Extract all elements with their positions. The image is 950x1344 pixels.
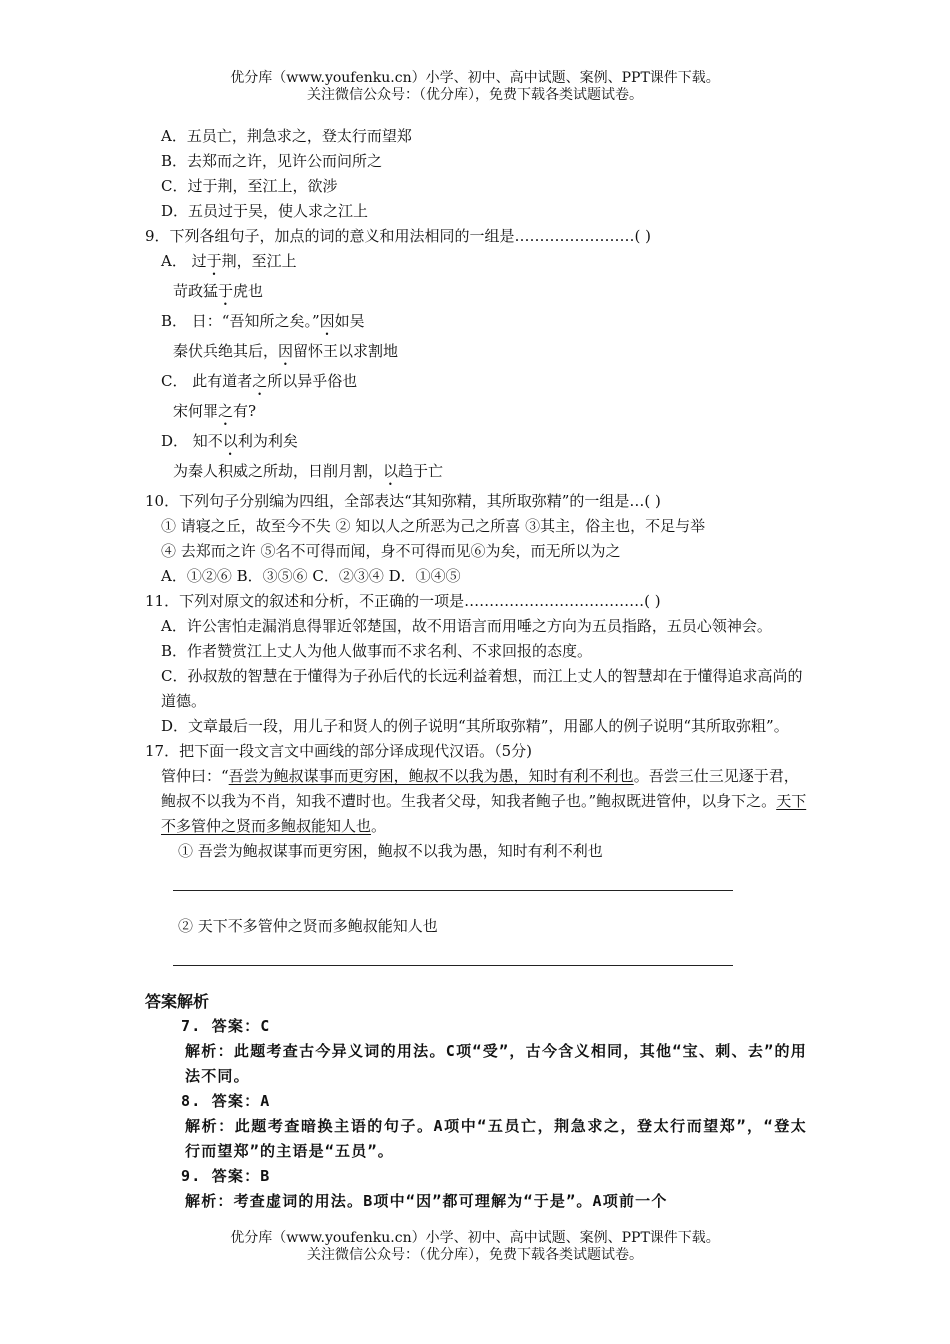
q11-option-b: B．作者赞赏江上丈人为他人做事而不求名利、不求回报的态度。 [161, 642, 593, 660]
page-footer [0, 1230, 950, 1264]
q10-sentences-line-1: ① 请寝之丘，故至今不失 ② 知以人之所恶为己之所喜 ③其主，俗主也，不足与举 [161, 517, 706, 535]
explanation-9: 解析：考查虚词的用法。B项中“因”都可理解为“于是”。A项前一个 [185, 1192, 668, 1210]
q11-stem: 11．下列对原文的叙述和分析，不正确的一项是………………………………( ) [145, 592, 661, 610]
explanation-7: 解析：此题考查古今异义词的用法。C项“受”，古今含义相同，其他“宝、刺、去”的用法不同。 [185, 1042, 807, 1085]
q9-option-d-line-2: 为秦人积威之所劫，日削月割，以趋于亡 [173, 462, 444, 480]
dotted-word: 以 [222, 432, 238, 450]
q11-option-d: D．文章最后一段，用儿子和贤人的例子说明“其所取弥精”，用鄙人的例子说明“其所取弥粗”。 [161, 717, 789, 735]
q10-sentences-line-2: ④ 去郑而之许 ⑤名不可得而闻，身不可得而见⑥为矣，而无所以为之 [161, 542, 621, 560]
dotted-word: 因 [319, 312, 335, 330]
underlined-sentence-1: 吾尝为鲍叔谋事而更穷困，鲍叔不以我为愚，知时有利不利也 [228, 767, 634, 785]
dotted-word: 之 [218, 402, 234, 420]
answer-line-2[interactable] [173, 939, 733, 966]
footer-line-2: 关注微信公众号：（优分库），免费下载各类试题试卷。 [307, 1247, 643, 1263]
q9-option-c-line-2: 宋何罪之有? [173, 402, 257, 420]
header-line-2: 关注微信公众号：（优分库），免费下载各类试题试卷。 [307, 87, 643, 103]
dotted-word: 于 [206, 252, 222, 270]
dotted-word: 于 [218, 282, 234, 300]
q9-option-b-line-1: B． 日：“吾知所之矣。”因如吴 [161, 312, 365, 330]
q9-option-d-line-1: D． 知不以利为利矣 [161, 432, 298, 450]
document-body [145, 124, 807, 1214]
q9-option-b-line-2: 秦伏兵绝其后，因留怀王以求割地 [173, 342, 399, 360]
answer-line-1[interactable] [173, 864, 733, 891]
answer-8: 8. 答案：A [181, 1092, 271, 1110]
q9-option-c-line-1: C． 此有道者之所以异乎俗也 [161, 372, 358, 390]
q17-item-1: ① 吾尝为鲍叔谋事而更穷困，鲍叔不以我为愚，知时有利不利也 [178, 842, 603, 860]
q11-option-a: A．许公害怕走漏消息得罪近邻楚国，故不用语言而用唾之方向为五员指路，五员心领神会。 [161, 617, 772, 635]
answer-7: 7. 答案：C [181, 1017, 271, 1035]
underlined-sentence-2: 天下不多管仲之贤而多鲍叔能知人也 [161, 792, 807, 835]
q10-stem: 10．下列句子分别编为四组，全部表达“其知弥精，其所取弥精”的一组是…( ) [145, 492, 661, 510]
q10-options: A．①②⑥ B．③⑤⑥ C．②③④ D．①④⑤ [161, 567, 461, 585]
explanation-8: 解析：此题考查暗换主语的句子。A项中“五员亡，荆急求之，登太行而望郑”，“登太行而望郑”的主语是“五员”。 [185, 1117, 807, 1160]
q8-option-b: B．去郑而之许，见许公而问所之 [161, 152, 383, 170]
q9-option-a-line-2: 苛政猛于虎也 [173, 282, 264, 300]
q17-item-2: ② 天下不多管仲之贤而多鲍叔能知人也 [178, 917, 438, 935]
q8-option-d: D．五员过于吴，使人求之江上 [161, 202, 369, 220]
q17-passage: 管仲曰：“吾尝为鲍叔谋事而更穷困，鲍叔不以我为愚，知时有利不利也。吾尝三仕三见逐于君，鲍叔不以我为不肖，知我不遭时也。生我者父母，知我者鲍子也。”鲍叔既进管仲，以身下之。天下不多管仲之贤而多鲍叔能知人也。 [161, 767, 807, 835]
q17-stem: 17．把下面一段文言文中画线的部分译成现代汉语。（5分) [145, 742, 532, 760]
q8-option-c: C．过于荆，至江上，欲涉 [161, 177, 338, 195]
dotted-word: 因 [278, 342, 294, 360]
header-line-1: 优分库（www.youfenku.cn）小学、初中、高中试题、案例、PPT课件下载。 [230, 70, 720, 86]
footer-line-1: 优分库（www.youfenku.cn）小学、初中、高中试题、案例、PPT课件下载。 [230, 1230, 720, 1246]
q11-option-c: C．孙叔敖的智慧在于懂得为子孙后代的长远利益着想，而江上丈人的智慧却在于懂得追求高尚的道德。 [161, 667, 803, 710]
q8-option-a: A．五员亡，荆急求之，登太行而望郑 [161, 127, 412, 145]
answers-title: 答案解析 [145, 992, 210, 1011]
dotted-word: 之 [252, 372, 268, 390]
q9-stem: 9．下列各组句子，加点的词的意义和用法相同的一组是……………………( ) [145, 227, 652, 245]
q9-option-a-line-1: A． 过于荆，至江上 [161, 252, 297, 270]
answer-9: 9. 答案：B [181, 1167, 271, 1185]
page-header [0, 70, 950, 104]
dotted-word: 以 [383, 462, 399, 480]
